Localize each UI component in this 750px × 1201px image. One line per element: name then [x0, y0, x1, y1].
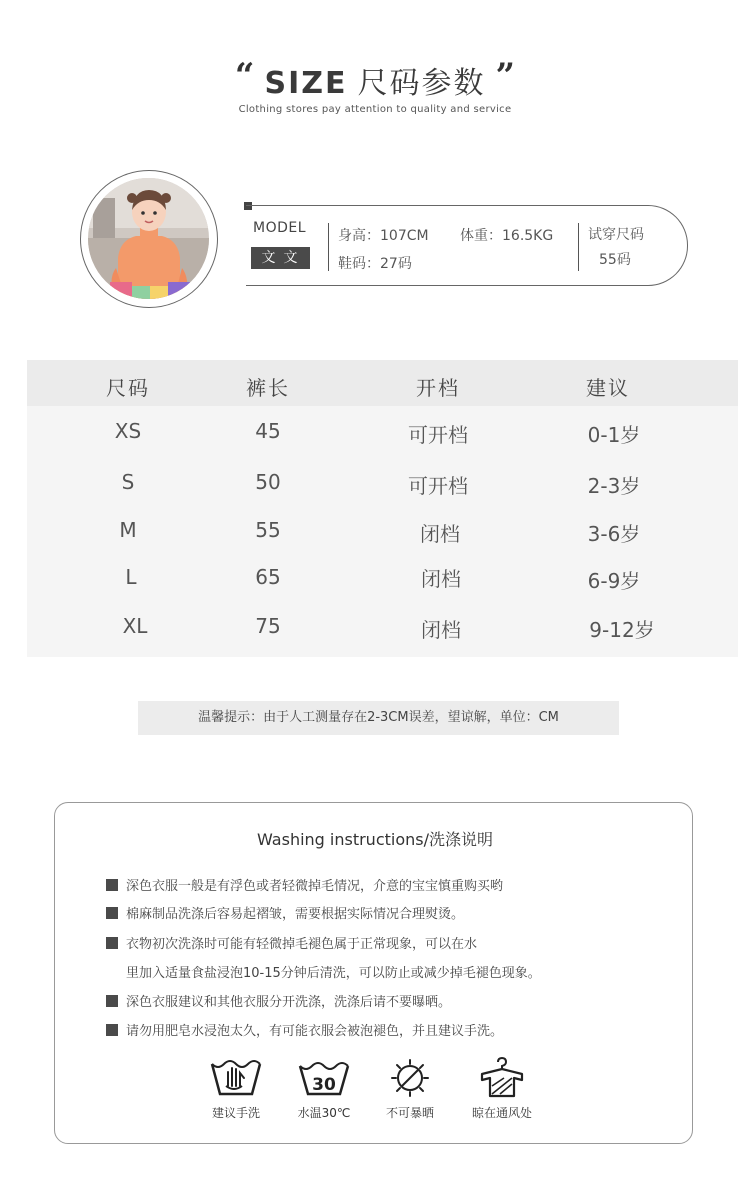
table-cell: 45: [255, 419, 281, 443]
washing-item-continued: 里加入适量食盐浸泡10-15分钟后清洗，可以防止或减少掉毛褪色现象。: [126, 966, 541, 981]
table-cell: 3-6岁: [587, 522, 641, 546]
table-cell: L: [125, 565, 137, 589]
table-cell: 65: [255, 565, 281, 589]
model-label: MODEL: [253, 220, 307, 236]
bullet-square-icon: [106, 1024, 118, 1036]
washing-item: 请勿用肥皂水浸泡太久，有可能衣服会被泡褪色，并且建议手洗。: [106, 1020, 503, 1039]
care-label: 建议手洗: [211, 1106, 260, 1120]
table-cell: S: [121, 470, 135, 494]
bullet-square-icon: [106, 995, 118, 1007]
table-cell: 50: [255, 470, 281, 494]
model-name: 文文: [251, 247, 310, 269]
info-divider: [328, 223, 329, 271]
model-shoe-size: 鞋码：27码: [338, 256, 412, 272]
header-suggested-age: 建议: [586, 376, 630, 400]
info-divider: [578, 223, 579, 271]
table-cell: 9-12岁: [589, 618, 655, 642]
model-avatar-ring: [80, 170, 218, 308]
table-cell: 闭档: [420, 522, 460, 546]
table-cell: 2-3岁: [587, 474, 641, 498]
header-pants-length: 裤长: [246, 376, 290, 400]
care-water-temp: [284, 1056, 364, 1121]
subtitle: Clothing stores pay attention to quality and service: [238, 104, 512, 115]
table-cell: 闭档: [421, 618, 461, 642]
open-quote: “: [234, 56, 255, 96]
table-cell: 6-9岁: [587, 569, 641, 593]
table-cell: 55: [255, 518, 281, 542]
no-sun-icon: [382, 1056, 438, 1098]
table-cell: 75: [255, 614, 281, 638]
care-no-sun: [370, 1056, 450, 1121]
care-label: 不可暴晒: [385, 1106, 434, 1120]
table-cell: 0-1岁: [587, 423, 641, 447]
table-cell: 可开档: [408, 423, 468, 447]
bullet-square-icon: [106, 937, 118, 949]
size-title: [0, 58, 750, 102]
table-cell: XL: [122, 614, 148, 638]
trial-size-label: 试穿尺码: [588, 227, 644, 243]
title-en: SIZE: [264, 66, 348, 101]
care-label: 水温30℃: [297, 1106, 351, 1120]
washing-item: 衣物初次洗涤时可能有轻微掉毛褪色属于正常现象，可以在水: [106, 933, 477, 952]
table-cell: 闭档: [421, 567, 461, 591]
model-info-frame: [246, 205, 688, 286]
model-height: 身高：107CM: [338, 228, 429, 244]
temp-label: 30: [312, 1075, 336, 1095]
header-crotch: 开档: [416, 376, 460, 400]
trial-size-value: 55码: [599, 252, 631, 268]
close-quote: ”: [495, 56, 516, 96]
care-hang-dry: [462, 1056, 542, 1121]
table-cell: XS: [114, 419, 142, 443]
model-photo: [88, 178, 209, 299]
care-hand-wash: [196, 1056, 276, 1121]
washing-title: Washing instructions/洗涤说明: [257, 830, 493, 849]
table-cell: 可开档: [408, 474, 468, 498]
washing-item: 深色衣服建议和其他衣服分开洗涤，洗涤后请不要曝晒。: [106, 991, 451, 1010]
title-cn: 尺码参数: [357, 66, 486, 101]
hang-dry-shade-icon: [474, 1056, 530, 1098]
washing-item: 深色衣服一般是有浮色或者轻微掉毛情况，介意的宝宝慎重购买哟: [106, 875, 503, 894]
header-size: 尺码: [106, 376, 150, 400]
care-label: 晾在通风处: [471, 1106, 532, 1120]
water-temp-30-icon: [296, 1056, 352, 1098]
table-cell: M: [119, 518, 137, 542]
bullet-square-icon: [106, 879, 118, 891]
measurement-tip: 温馨提示：由于人工测量存在2-3CM误差，望谅解，单位：CM: [138, 701, 619, 735]
model-weight: 体重：16.5KG: [460, 228, 554, 244]
washing-item: 棉麻制品洗涤后容易起褶皱，需要根据实际情况合理熨烫。: [106, 903, 464, 922]
hand-wash-icon: [208, 1056, 264, 1098]
bullet-square-icon: [106, 907, 118, 919]
